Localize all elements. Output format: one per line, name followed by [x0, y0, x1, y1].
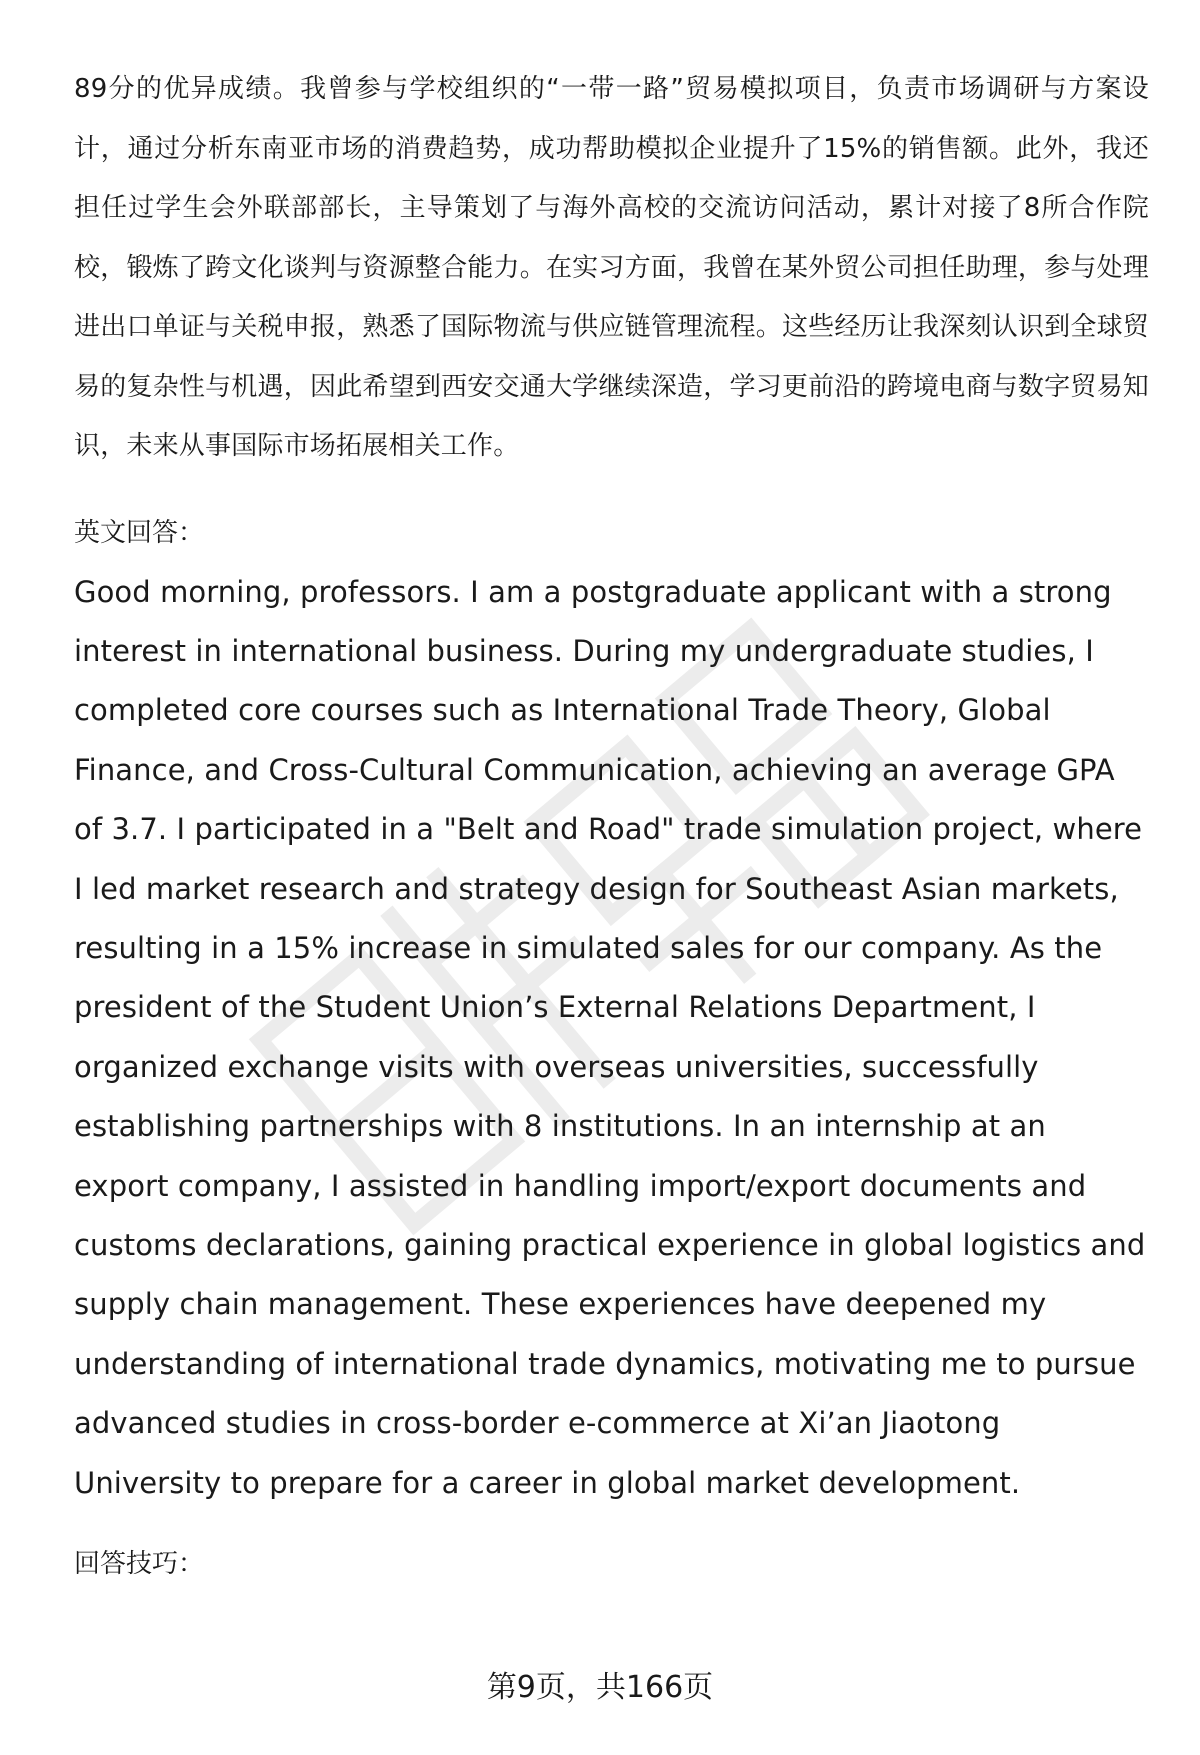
page-content [74, 60, 1149, 1594]
english-answer-paragraph: Good morning, professors. I am a postgraduate applicant with a strong interest in international business. During my undergraduate studies, I completed core courses such as International Trade Theory, Global Finance, and Cross-Cultural Communication, achieving an average GPA of 3.7. I participated in a "Belt and Road" trade simulation project, where I led market research and strategy design for Southeast Asian markets, resulting in a 15% increase in simulated sales for our company. As the president of the Student Union’s External Relations Department, I organized exchange visits with overseas universities, successfully establishing partnerships with 8 institutions. In an internship at an export company, I assisted in handling import/export documents and customs declarations, gaining practical experience in global logistics and supply chain management. These experiences have deepened my understanding of international trade dynamics, motivating me to pursue advanced studies in cross-border e-commerce at Xi’an Jiaotong University to prepare for a career in global market development. [74, 574, 1146, 1500]
answer-tips-heading: 回答技巧： [74, 1549, 205, 1579]
page-number-footer: 第9页，共166页 [486, 1670, 714, 1705]
chinese-answer-paragraph: 89分的优异成绩。我曾参与学校组织的“一带一路”贸易模拟项目，负责市场调研与方案设计，通过分析东南亚市场的消费趋势，成功帮助模拟企业提升了15%的销售额。此外，我还担任过学生会外联部部长，主导策划了与海外高校的交流访问活动，累计对接了8所合作院校，锻炼了跨文化谈判与资源整合能力。在实习方面，我曾在某外贸公司担任助理，参与处理进出口单证与关税申报，熟悉了国际物流与供应链管理流程。这些经历让我深刻认识到全球贸易的复杂性与机遇，因此希望到西安交通大学继续深造，学习更前沿的跨境电商与数字贸易知识，未来从事国际市场拓展相关工作。 [74, 74, 1149, 461]
english-answer-heading: 英文回答： [74, 517, 205, 548]
